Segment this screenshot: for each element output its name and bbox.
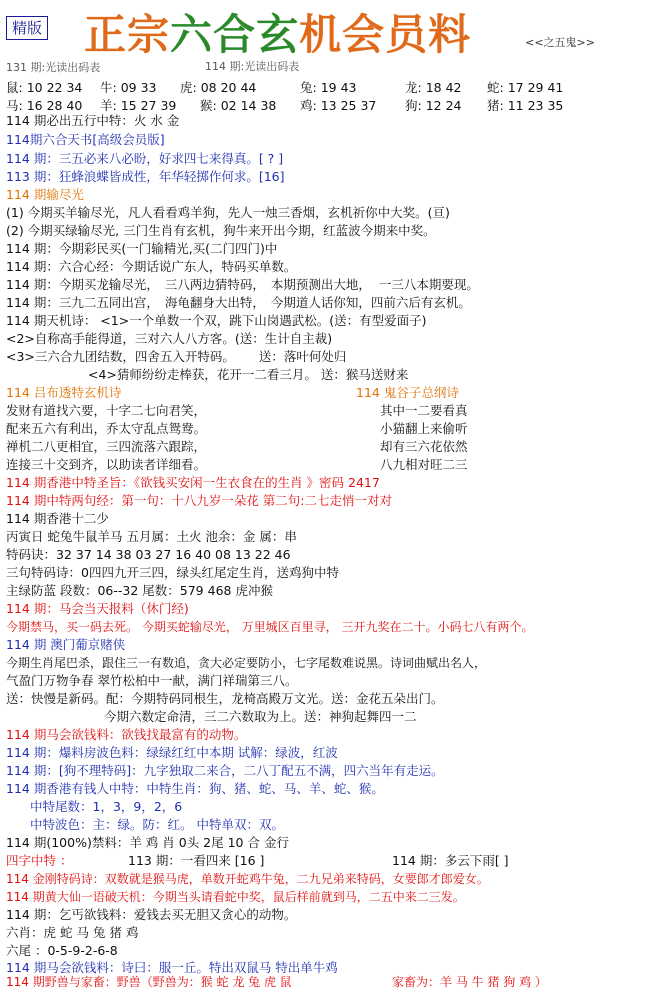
zodiac-cell: 龙: 18 42 bbox=[405, 80, 462, 95]
poem-line: 八九相对旺二三 bbox=[380, 457, 468, 472]
prediction-line: 113 期：狂蜂浪蝶皆成性，年华轻掷作何求。[16] bbox=[6, 169, 285, 184]
text-line: 114 期：[狗不理特码]：九字独取二来合，二八丁配五不满，四六当年有走运。 bbox=[6, 763, 444, 778]
poem-heading-right: 114 鬼谷子总纲诗 bbox=[356, 385, 459, 400]
text-line: 今期禁马，买一码去死。 今期买蛇输尽光， 万里城区百里寻， 三开九奖在二十。小码七八有两个。 bbox=[6, 620, 534, 634]
text-line: 114 期香港有钱人中特：中特生肖：狗、猪、蛇、马、羊、蛇、猴。 bbox=[6, 781, 384, 796]
text-line: 114 期野兽与家畜：野兽（野兽为：猴 蛇 龙 兔 虎 鼠 bbox=[6, 975, 292, 989]
text-line: (2) 今期买绿输尽光, 三门生肖有玄机，狗牛来开出今期，红蓝波今期来中奖。 bbox=[6, 223, 436, 238]
title-char: 玄 bbox=[256, 10, 300, 59]
number-code-line: 特码诀：32 37 14 38 03 27 16 40 08 13 22 46 bbox=[6, 547, 291, 562]
text-line: 今期六数定命清，三二六数取为上。送：神狗起舞四一二 bbox=[104, 709, 417, 724]
zodiac-cell: 蛇: 17 29 41 bbox=[487, 80, 564, 95]
text-line: 114 期：乞丐欲钱料：爱钱去买无胆又贪心的动物。 bbox=[6, 907, 297, 922]
text-line: 114 期天机诗： <1>一个单数一个双，跳下山岗遇武松。(送：有型爱面子) bbox=[6, 313, 427, 328]
zodiac-cell: 鸡: 13 25 37 bbox=[300, 98, 377, 113]
title-char: 六 bbox=[170, 10, 214, 59]
four-char-heading: 四字中特 ： bbox=[6, 853, 73, 868]
text-line: 六尾 ：0-5-9-2-6-8 bbox=[6, 943, 118, 958]
section-heading: 114 期输尽光 bbox=[6, 187, 84, 202]
text-line: 气盈门万物争春 翠竹松柏中一献，满门祥瑞第三八。 bbox=[6, 673, 298, 688]
text-line: (1) 今期买羊输尽光，凡人看看鸡羊狗，先人一烛三香烟，玄机祈你中大奖。(亘) bbox=[6, 205, 450, 220]
zodiac-cell: 牛: 09 33 bbox=[100, 80, 157, 95]
section-heading: 114 期：马会当天报料（休门经) bbox=[6, 601, 189, 616]
poem-heading-left: 114 吕布透特玄机诗 bbox=[6, 385, 122, 400]
header bbox=[0, 0, 667, 60]
text-line: 114 期：今期买龙输尽光， 三八两边猜特码， 本期预测出大地， 一三八本期要现。 bbox=[6, 277, 479, 292]
hk-decree-line: 114 期香港中特圣旨：《欲钱买安闲一生衣食在的生肖 》密码 2417 bbox=[6, 475, 380, 490]
text-line: 今期生肖尾巴杀，跟住三一有数追，贪大必定要防小，七字尾数难说黑。诗词曲赋出名人， bbox=[6, 656, 487, 670]
text-line: 114 期：多云下雨[ ] bbox=[392, 853, 509, 868]
text-line: 114 金刚特码诗：双数就是猴马虎，单数开蛇鸡牛兔，二九兄弟来特码，女要郎才郎爱女。 bbox=[6, 872, 489, 886]
text-line: 家畜为：羊 马 牛 猪 狗 鸡 ） bbox=[392, 975, 547, 989]
text-line: 114 期：六合心经：今期话说广东人，特码买单数。 bbox=[6, 259, 297, 274]
section-heading: 114期六合天书[高级会员版] bbox=[6, 132, 165, 147]
prediction-line: 114 期：三五必来八必盼，好求四七来得真。[ ? ] bbox=[6, 151, 284, 166]
text-line: <4>猜师纷纷走棒获，花开一二看三月。 送：猴马送财来 bbox=[88, 367, 409, 382]
section-heading: 114 期马会欲钱料：欲钱找最富有的动物。 bbox=[6, 727, 247, 742]
zodiac-cell: 兔: 19 43 bbox=[300, 80, 357, 95]
section-heading: 114 期 澳门葡京赌侠 bbox=[6, 637, 126, 652]
title-char: 机 bbox=[299, 10, 343, 59]
text-line: 114 期：三九二五同出宫， 海龟翻身大出特， 今期道人话你知，四前六后有玄机。 bbox=[6, 295, 471, 310]
five-elements-line: 114 期必出五行中特：火 水 金 bbox=[6, 113, 180, 128]
zodiac-cell: 羊: 15 27 39 bbox=[100, 98, 177, 113]
text-line: 114 期：爆料房波色料：绿绿红红中本期 试解：绿波，红波 bbox=[6, 745, 338, 760]
zodiac-cell: 马: 16 28 40 bbox=[6, 98, 83, 113]
text-line: 送：快慢是新码。配：今期特码同根生，龙椅高殿万文光。送：金花五朵出门。 bbox=[6, 691, 444, 706]
title-char: 员 bbox=[385, 10, 429, 59]
poem-line: 连接三十交到齐，以助读者详细看。 bbox=[6, 457, 207, 472]
text-line: 中特波色：主：绿。防：红。 中特单双：双。 bbox=[30, 817, 284, 832]
title-char: 正 bbox=[84, 10, 128, 59]
zodiac-cell: 狗: 12 24 bbox=[405, 98, 462, 113]
poem-line: 配来五六有利出，乔太守乱点鸳鸯。 bbox=[6, 421, 207, 436]
section-heading: 114 期香港十二少 bbox=[6, 511, 109, 526]
zodiac-header-left: 131 期:光读出码表 bbox=[6, 61, 101, 74]
zodiac-cell: 猴: 02 14 38 bbox=[200, 98, 277, 113]
text-line: 113 期：一看四来 [16 ] bbox=[128, 853, 265, 868]
poem-line: 禅机二八更相宜，三四流落六跟踪， bbox=[6, 439, 207, 454]
poem-line: 发财有道找六要，十字二七向君笑， bbox=[6, 403, 207, 418]
poem-line: 小猫翻上来偷听 bbox=[380, 421, 468, 436]
text-line: 主绿防蓝 段数：06--32 尾数：579 468 虎冲猴 bbox=[6, 583, 273, 598]
subtitle: <<之五鬼>> bbox=[525, 36, 595, 49]
text-line: 114 期：今期彩民买(一门输精光,买(二门四门)中 bbox=[6, 241, 278, 256]
text-line: 114 期(100%)禁料：羊 鸡 肖 0头 2尾 10 合 金行 bbox=[6, 835, 289, 850]
poem-line: 其中一二要看真 bbox=[380, 403, 468, 418]
title-char: 会 bbox=[342, 10, 386, 59]
text-line: 六肖：虎 蛇 马 兔 猪 鸡 bbox=[6, 925, 139, 940]
text-line: 114 期马会欲钱料：诗曰：服一丘。特出双鼠马 特出单牛鸡 bbox=[6, 960, 338, 975]
title-char: 料 bbox=[428, 10, 472, 59]
page-title bbox=[84, 2, 471, 62]
zodiac-cell: 虎: 08 20 44 bbox=[180, 80, 257, 95]
zodiac-cell: 猪: 11 23 35 bbox=[487, 98, 564, 113]
zodiac-header-right: 114 期:光读出码表 bbox=[205, 60, 300, 73]
text-line: <2>自称高手能得道，三对六人八方客。(送：生计自主裁) bbox=[6, 331, 333, 346]
text-line: 114 期黄大仙一语破天机：今期当头请看蛇中奖，鼠后样前就到马，二五中来二三发。 bbox=[6, 890, 465, 904]
title-char: 合 bbox=[213, 10, 257, 59]
edition-badge: 精版 bbox=[6, 16, 48, 40]
text-line: 中特尾数：1，3，9，2，6 bbox=[30, 799, 183, 814]
title-char: 宗 bbox=[127, 10, 171, 59]
text-line: <3>三六合九团结数，四舍五入开特码。 送：落叶何处归 bbox=[6, 349, 347, 364]
two-verses-line: 114 期中特两句经：第一句：十八九岁一朵花 第二句:二七走悄一对对 bbox=[6, 493, 393, 508]
zodiac-cell: 鼠: 10 22 34 bbox=[6, 80, 83, 95]
poem-line: 却有三六花依然 bbox=[380, 439, 468, 454]
text-line: 三句特码诗：0四四九开三四，绿头红尾定生肖，送鸡狗中特 bbox=[6, 565, 339, 580]
text-line: 丙寅日 蛇兔牛鼠羊马 五月属：土火 池余：金 属：串 bbox=[6, 529, 297, 544]
